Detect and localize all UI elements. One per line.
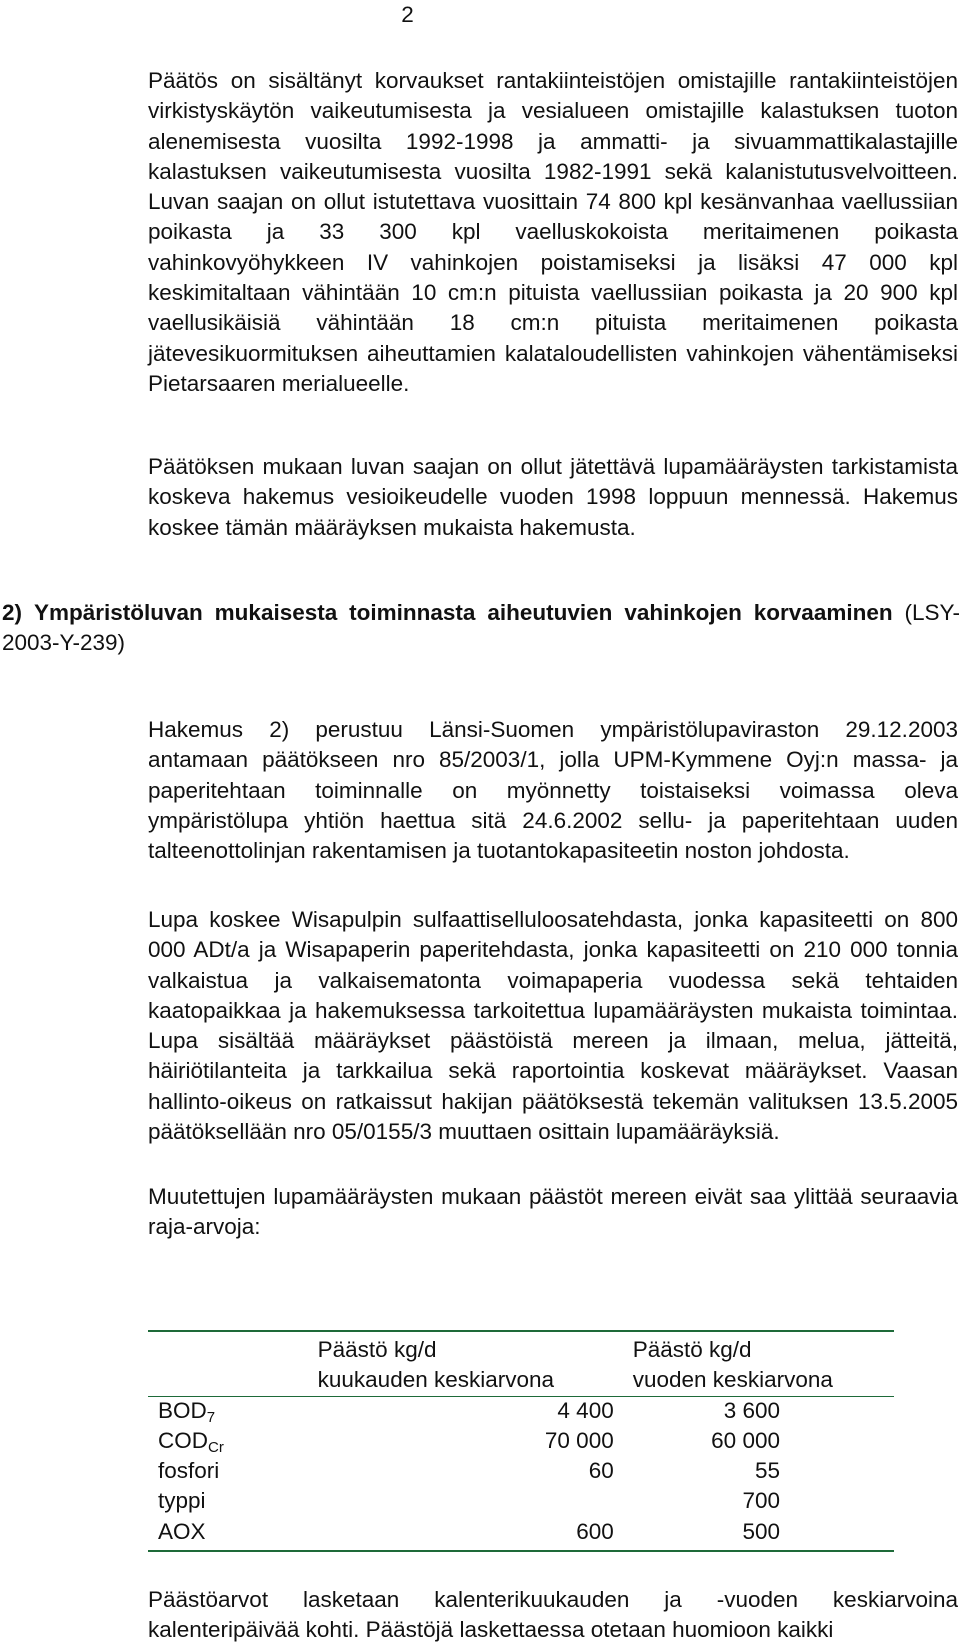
header-year-line1: Päästö kg/d — [632, 1337, 752, 1362]
monthly-value: 600 — [576, 1518, 614, 1544]
monthly-value: 60 — [588, 1458, 614, 1484]
emission-limits-table — [148, 1331, 894, 1547]
header-year-line2: vuoden keskiarvona — [632, 1367, 833, 1393]
table-bottom-rule — [148, 1550, 894, 1552]
header-year-cell — [633, 1331, 894, 1396]
parameter-name: typpi — [158, 1488, 206, 1514]
paragraph-environmental-permit: Hakemus 2) perustuu Länsi-Suomen ympäristölupaviraston 29.12.2003 antamaan päätökseen nro 85/2003/1, jolla UPM-Kymmene Oyj:n massa- ja paperitehtaan toiminnalle on myönnetty toistaiseksi voimassa oleva ympäristölupa yhtiön haettua sitä 24.6.2002 sellu- ja paperitehtaan uuden talteenottolinjan rakentamisen ja tuotantokapasiteetin noston johdosta. — [148, 717, 958, 864]
monthly-value: 4 400 — [557, 1397, 614, 1423]
paragraph-permit-scope: Lupa koskee Wisapulpin sulfaattiselluloosatehdasta, jonka kapasiteetti on 800 000 ADt/a ja Wisapaperin paperitehdasta, jonka kapasiteetti on 210 000 tonnia valkaistua ja valkaisematonta voimapaperia vuodessa sekä tehtaiden kaatopaikkaa ja hakemuksessa tarkoitettua lupamääräysten mukaista toimintaa. Lupa sisältää määräykset päästöistä mereen ja ilmaan, melua, jätteitä, häiriötilanteita ja tarkkailua sekä raportointia koskevat määräykset. Vaasan hallinto-oikeus on ratkaissut hakijan päätöksestä tekemän valituksen 13.5.2005 päätöksellään nro 05/0155/3 muuttaen osittain lupamääräyksiä. — [148, 907, 958, 1145]
yearly-value: 500 — [742, 1518, 780, 1544]
page-number: 2 — [401, 2, 414, 27]
paragraph-calculation-note: Päästöarvot lasketaan kalenterikuukauden ja -vuoden keskiarvoina kalenteripäivää kohti. Päästöjä laskettaessa otetaan huomioon kaikki — [148, 1587, 958, 1643]
table-row — [148, 1426, 894, 1456]
header-month-line1: Päästö kg/d — [317, 1337, 437, 1362]
header-month-cell — [318, 1331, 633, 1396]
paragraph-compensation-decision: Päätös on sisältänyt korvaukset rantakiinteistöjen omistajille rantakiinteistöjen virkistyskäytön vaikeutumisesta ja vesialueen omistajille kalastuksen tuoton alenemisesta vuosilta 1992-1998 ja ammatti- ja sivuammattikalastajille kalastuksen vaikeutumisesta vuosilta 1982-1991 sekä kalanistutusvelvoitteen. Luvan saajan on ollut istutettava vuosittain 74 800 kpl kesänvanhaa vaellussiian poikasta ja 33 300 kpl vaelluskokoista meritaimenen poikasta vahinkovyöhykkeen IV vahinkojen poistamiseksi ja lisäksi 47 000 kpl keskimitaltaan vähintään 10 cm:n pituista vaellussiian poikasta ja 20 900 kpl vaellusikäisiä vähintään 18 cm:n pituista meritaimenen poikasta jätevesikuormituksen aiheuttamien kalataloudellisten vahinkojen vähentämiseksi Pietarsaaren merialueelle. — [148, 68, 958, 396]
yearly-value: 60 000 — [711, 1427, 780, 1453]
header-parameter-cell — [148, 1331, 318, 1396]
yearly-value: 700 — [742, 1488, 780, 1514]
parameter-name: $BOD_7$ — [158, 1397, 216, 1426]
header-month-line2: kuukauden keskiarvona — [317, 1367, 555, 1393]
section-heading — [2, 598, 960, 659]
table-header-row — [148, 1331, 894, 1396]
paragraph-review-application: Päätöksen mukaan luvan saajan on ollut jätettävä lupamääräysten tarkistamista koskeva hakemus vesioikeudelle vuoden 1998 loppuun mennessä. Hakemus koskee tämän määräyksen mukaista hakemusta. — [148, 454, 958, 540]
table-row — [148, 1456, 894, 1486]
monthly-value — [318, 1486, 633, 1516]
section-heading-title: Ympäristöluvan mukaisesta toiminnasta aiheutuvien vahinkojen korvaaminen — [33, 600, 893, 625]
section-heading-number: 2) — [2, 600, 23, 625]
monthly-value: 70 000 — [544, 1427, 614, 1453]
table-row — [148, 1486, 894, 1516]
section-heading-reference: (LSY-2003-Y-239) — [2, 600, 960, 656]
parameter-name: $COD_{Cr}$ — [158, 1427, 224, 1456]
yearly-value: 3 600 — [723, 1397, 780, 1423]
parameter-name: AOX — [158, 1518, 206, 1544]
table-row — [148, 1517, 894, 1547]
parameter-name: fosfori — [158, 1458, 220, 1484]
table-row — [148, 1396, 894, 1426]
yearly-value: 55 — [754, 1458, 780, 1484]
paragraph-limit-values-intro: Muutettujen lupamääräysten mukaan päästöt mereen eivät saa ylittää seuraavia raja-arvoja: — [148, 1184, 958, 1240]
